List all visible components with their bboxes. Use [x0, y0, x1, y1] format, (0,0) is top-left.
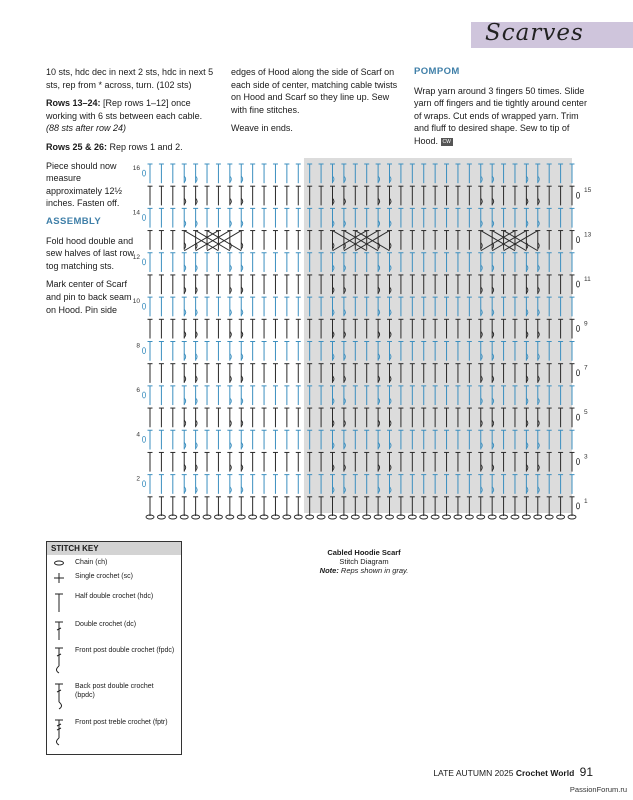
turning-chain — [142, 348, 145, 354]
footer — [433, 765, 593, 779]
caption-subtitle: Stitch Diagram — [339, 557, 389, 566]
caption-title: Cabled Hoodie Scarf — [327, 548, 401, 557]
turning-chain — [576, 459, 579, 465]
row-number-right: 5 — [584, 409, 588, 417]
turning-chain — [576, 370, 579, 376]
stitch-key-label: Front post double crochet (fpdc) — [75, 647, 175, 654]
row-heading: Rows 13–24: — [46, 98, 101, 109]
fpdc-icon — [51, 646, 67, 676]
watermark: PassionForum.ru — [569, 785, 627, 794]
diagram-caption — [284, 548, 444, 575]
row-number-left: 16 — [132, 165, 140, 172]
paragraph: Piece should now measure approximately 12½ inches. Fasten off. — [46, 160, 123, 209]
row-heading: Rows 25 & 26: — [46, 141, 108, 152]
paragraph: edges of Hood along the side of Scarf on each side of center, matching cable twists on Hood and Scarf so they line up. Sew with fine stitches. — [231, 67, 398, 115]
stitch-key-label: Single crochet (sc) — [75, 573, 133, 580]
row-text: [Rep rows 1–12] once working with 6 sts between each cable. — [46, 98, 203, 121]
row-number-left: 12 — [132, 253, 140, 261]
row-number-right: 3 — [584, 453, 588, 461]
turning-chain — [576, 414, 579, 420]
turning-chain — [142, 481, 145, 487]
bpdc-icon — [51, 682, 67, 712]
paragraph: 10 sts, hdc dec in next 2 sts, hdc in next 5 sts, rep from * across, turn. (102 sts) — [46, 67, 214, 90]
stitch-key — [46, 541, 182, 755]
paragraph: Weave in ends. — [231, 123, 293, 134]
row-number-right: 1 — [584, 497, 588, 505]
row-number-right: 15 — [584, 187, 592, 195]
section-title: Scarves — [485, 20, 584, 46]
row-number-right: 7 — [584, 364, 588, 372]
issue: LATE AUTUMN 2025 — [433, 768, 514, 778]
turning-chain — [576, 237, 579, 243]
stitch-key-label: Chain (ch) — [75, 559, 108, 566]
row-number-left: 14 — [132, 209, 140, 217]
row-number-left: 2 — [136, 475, 140, 483]
row-number-left: 4 — [136, 431, 140, 439]
stitch-key-label: Front post treble crochet (fptr) — [75, 719, 168, 726]
pompom-text: Wrap yarn around 3 fingers 50 times. Slide yarn off fingers and tie tightly around center of wraps. Cut ends of wrapped yarn. Trim and fluff to desired shape. Sew to tip of Hood. — [414, 85, 587, 146]
stitch-key-title: STITCH KEY — [47, 542, 181, 555]
row-number-left: 6 — [136, 386, 140, 394]
pompom-heading: POMPOM — [414, 66, 460, 77]
row-number-right: 11 — [584, 275, 591, 283]
stitch-key-label: Half double crochet (hdc) — [75, 593, 154, 600]
row-text: Rep rows 1 and 2. — [107, 141, 183, 152]
turning-chain — [142, 392, 145, 398]
row-number-right: 13 — [584, 231, 592, 239]
page-number: 91 — [579, 765, 593, 779]
stitch-count: (88 sts after row 24) — [46, 123, 127, 134]
turning-chain — [576, 281, 579, 287]
paragraph: Mark center of Scarf and pin to back seam on Hood. Pin side — [46, 279, 132, 315]
turning-chain — [142, 170, 145, 176]
stitch-key-label: Double crochet (dc) — [75, 621, 137, 628]
turning-chain — [142, 303, 145, 309]
turning-chain — [142, 214, 145, 220]
turning-chain — [576, 192, 579, 198]
assembly-heading: ASSEMBLY — [46, 215, 102, 227]
caption-note — [284, 566, 444, 575]
turning-chain — [142, 436, 145, 442]
paragraph: Fold hood double and sew halves of last row tog matching sts. — [46, 235, 135, 271]
half-double-crochet-icon — [51, 592, 67, 622]
row-number-right: 9 — [584, 320, 588, 328]
magazine-name: Crochet World — [515, 768, 575, 778]
turning-chain — [576, 503, 579, 509]
fptr-icon — [51, 718, 67, 748]
stitch-key-label: Back post double crochet (bpdc) — [75, 683, 154, 699]
end-badge: CW — [442, 138, 451, 145]
note-text: Reps shown in gray. — [338, 566, 409, 575]
note-label: Note: — [319, 566, 339, 575]
cable-twist — [184, 231, 241, 251]
turning-chain — [576, 325, 579, 331]
row-number-left: 10 — [132, 298, 140, 306]
row-number-left: 8 — [136, 342, 140, 350]
turning-chain — [142, 259, 145, 265]
